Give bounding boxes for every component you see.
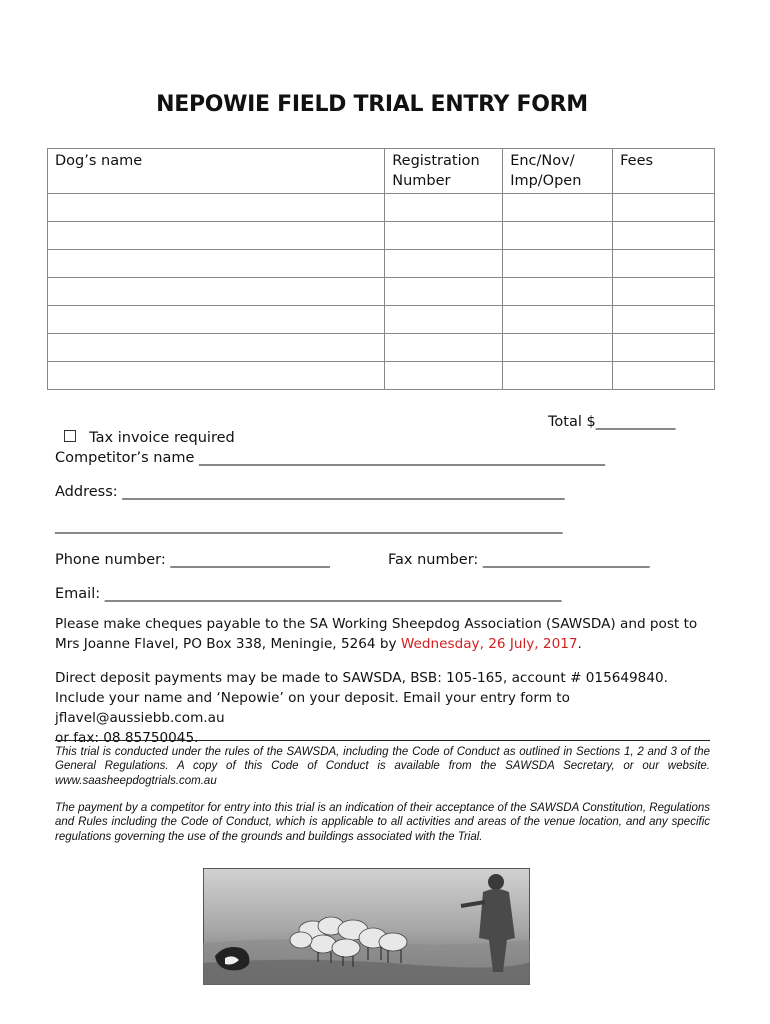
table-cell[interactable]	[48, 334, 385, 362]
table-cell[interactable]	[503, 306, 613, 334]
table-cell[interactable]	[613, 278, 715, 306]
table-cell[interactable]	[613, 194, 715, 222]
table-cell[interactable]	[385, 278, 503, 306]
cheque-instructions	[55, 614, 725, 654]
table-cell[interactable]	[385, 250, 503, 278]
table-cell[interactable]	[385, 306, 503, 334]
entry-table	[47, 148, 715, 390]
table-cell[interactable]	[48, 194, 385, 222]
phone-field[interactable]: Phone number: ______________________	[55, 552, 330, 568]
table-cell[interactable]	[613, 362, 715, 390]
address-field[interactable]: Address: _____________________________________________________________	[55, 484, 565, 500]
cheque-text-end: .	[577, 636, 582, 652]
col-class: Enc/Nov/ Imp/Open	[503, 149, 613, 194]
table-cell[interactable]	[613, 306, 715, 334]
table-row	[48, 222, 715, 250]
deposit-line: or fax: 08 85750045.	[55, 730, 199, 746]
divider	[55, 740, 710, 741]
checkbox-icon[interactable]	[64, 430, 76, 442]
table-cell[interactable]	[48, 222, 385, 250]
fax-field[interactable]: Fax number: _______________________	[388, 552, 650, 568]
table-cell[interactable]	[385, 222, 503, 250]
tax-invoice-row	[55, 414, 235, 446]
address-line2-field[interactable]: ______________________________________________________________________	[55, 518, 563, 534]
table-cell[interactable]	[503, 334, 613, 362]
table-row	[48, 278, 715, 306]
table-cell[interactable]	[503, 194, 613, 222]
table-row	[48, 250, 715, 278]
table-cell[interactable]	[385, 362, 503, 390]
table-cell[interactable]	[503, 250, 613, 278]
table-row	[48, 334, 715, 362]
deposit-line: Direct deposit payments may be made to SAWSDA, BSB: 105-165, account # 015649840.	[55, 670, 668, 686]
deposit-line: Include your name and ‘Nepowie’ on your deposit. Email your entry form to jflavel@aussiebb.com.au	[55, 690, 570, 726]
table-cell[interactable]	[48, 278, 385, 306]
col-fees: Fees	[613, 149, 715, 194]
total-field[interactable]: Total $___________	[548, 414, 676, 430]
table-cell[interactable]	[48, 250, 385, 278]
table-row	[48, 194, 715, 222]
table-cell[interactable]	[385, 334, 503, 362]
col-dogs-name: Dog’s name	[48, 149, 385, 194]
table-cell[interactable]	[48, 362, 385, 390]
sheepdog-trial-photo	[203, 868, 530, 985]
table-cell[interactable]	[613, 334, 715, 362]
table-cell[interactable]	[503, 362, 613, 390]
table-cell[interactable]	[385, 194, 503, 222]
table-cell[interactable]	[503, 222, 613, 250]
col-registration-number: Registration Number	[385, 149, 503, 194]
table-row	[48, 362, 715, 390]
table-cell[interactable]	[503, 278, 613, 306]
email-field[interactable]: Email: _______________________________________________________________	[55, 586, 562, 602]
page-title: NEPOWIE FIELD TRIAL ENTRY FORM	[156, 92, 588, 117]
competitor-name-field[interactable]: Competitor’s name ________________________________________________________	[55, 450, 605, 466]
table-row	[48, 306, 715, 334]
table-header-row	[48, 149, 715, 194]
table-cell[interactable]	[48, 306, 385, 334]
cheque-text: Please make cheques payable to the SA Working Sheepdog Association (SAWSDA) and post to Mrs Joanne Flavel, PO Box 338, Meningie, 5264 by	[55, 616, 698, 652]
table-cell[interactable]	[613, 222, 715, 250]
deadline-date: Wednesday, 26 July, 2017	[400, 636, 578, 652]
table-cell[interactable]	[613, 250, 715, 278]
tax-invoice-label: Tax invoice required	[89, 430, 235, 446]
rules-note: This trial is conducted under the rules of the SAWSDA, including the Code of Conduct as outlined in Sections 1, 2 and 3 of the General Regulations. A copy of this Code of Conduct is available from the SAWSDA Secretary, or our website. www.saasheepdogtrials.com.au	[55, 746, 710, 787]
acceptance-note: The payment by a competitor for entry into this trial is an indication of their acceptance of the SAWSDA Constitution, Regulations and Rules including the Code of Conduct, which is applicable to all activities and areas of the venue location, and any specific regulations governing the use of the grounds and buildings associated with the Trial.	[55, 802, 710, 843]
deposit-instructions	[55, 668, 725, 748]
